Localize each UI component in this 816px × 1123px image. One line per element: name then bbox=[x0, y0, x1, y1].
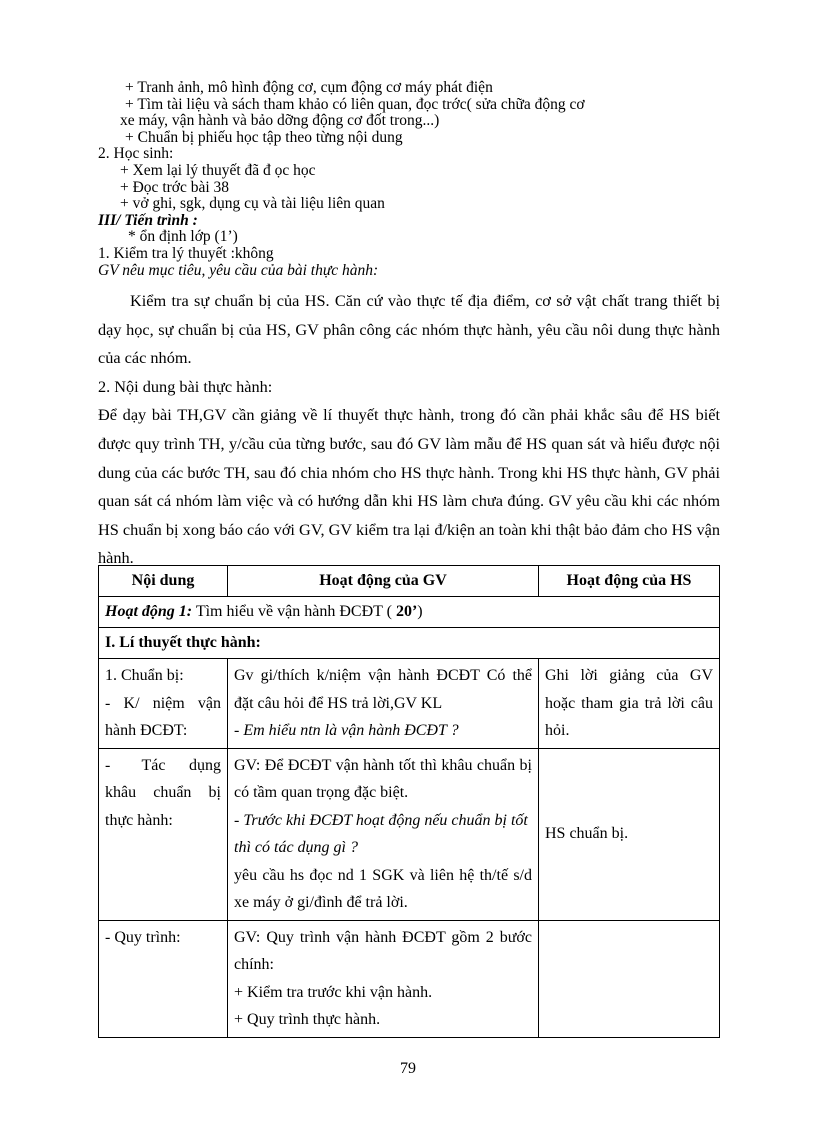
header-notes bbox=[98, 80, 728, 279]
section-heading: III/ Tiến trình : bbox=[98, 211, 198, 229]
cell-text: yêu cầu hs đọc nd 1 SGK và liên hệ th/tế s/d xe máy ở gi/đình để trả lời. bbox=[234, 866, 532, 911]
body-text bbox=[98, 287, 720, 573]
cell-text: GV: Để ĐCĐT vận hành tốt thì khâu chuẩn bị có tầm quan trọng đặc biệt. bbox=[234, 756, 532, 801]
header-cell: Hoạt động của GV bbox=[228, 566, 539, 597]
cell-text: + Kiểm tra trước khi vận hành. bbox=[234, 983, 433, 1001]
paragraph: Kiểm tra sự chuẩn bị của HS. Căn cứ vào thực tế địa điểm, cơ sở vật chất trang thiết bị dạy học, sự chuẩn bị của HS, GV phân công các nhóm thực hành, yêu cầu nôi dung thực hành của các nhóm. bbox=[98, 291, 720, 368]
table-row bbox=[99, 628, 720, 659]
cell-line: - K/ niệm vận bbox=[105, 694, 221, 712]
table-header-row bbox=[99, 566, 720, 597]
cell-line: thực hành: bbox=[105, 811, 173, 829]
cell-text: GV: Quy trình vận hành ĐCĐT gồm 2 bước chính: bbox=[234, 928, 532, 973]
note-line-italic: GV nêu mục tiêu, yêu cầu của bài thực hành: bbox=[98, 261, 379, 279]
header-cell: Nội dung bbox=[99, 566, 228, 597]
paragraph: Để dạy bài TH,GV cần giảng về lí thuyết thực hành, trong đó cần phải khắc sâu để HS biết được quy trình TH, y/cầu của từng bước, sau đó GV làm mẫu để HS quan sát và hiểu được nội dung của các bước TH, sau đó chia nhóm cho HS thực hành. Trong khi HS thực hành, GV phải quan sát cá nhóm làm việc và có hướng dẫn khi HS làm chưa đúng. GV yêu cầu khi các nhóm HS chuẩn bị xong báo cáo với GV, GV kiểm tra lại đ/kiện an toàn khi thật bảo đảm cho HS vận hành. bbox=[98, 405, 720, 568]
table-row bbox=[99, 920, 720, 1037]
gv-cell bbox=[228, 659, 539, 749]
cell-question: - Em hiểu ntn là vận hành ĐCĐT ? bbox=[234, 722, 459, 739]
hs-cell: Ghi lời giảng của GV hoặc tham gia trả lời câu hỏi. bbox=[539, 659, 720, 749]
cell-question: - Trước khi ĐCĐT hoạt động nếu chuẩn bị tốt thì có tác dụng gì ? bbox=[234, 811, 528, 856]
cell-line: hành ĐCĐT: bbox=[105, 722, 188, 739]
activity-text: Tìm hiểu về vận hành ĐCĐT ( bbox=[192, 603, 396, 620]
note-line: xe máy, vận hành và bảo dỡng động cơ đốt trong...) bbox=[120, 112, 440, 130]
content-cell: - Quy trình: bbox=[99, 920, 228, 1037]
paragraph-heading: 2. Nội dung bài thực hành: bbox=[98, 376, 273, 396]
cell-text: + Quy trình thực hành. bbox=[234, 1011, 381, 1028]
section-cell: I. Lí thuyết thực hành: bbox=[99, 628, 720, 659]
content-cell bbox=[99, 659, 228, 749]
activity-close: ) bbox=[417, 603, 423, 620]
table-row bbox=[99, 597, 720, 628]
activity-cell bbox=[99, 597, 720, 628]
note-line: + Tìm tài liệu và sách tham khảo có liên quan, đọc trớc( sửa chữa động cơ bbox=[125, 95, 585, 113]
note-line: + Tranh ảnh, mô hình động cơ, cụm động cơ máy phát điện bbox=[125, 79, 493, 96]
hs-cell: HS chuẩn bị. bbox=[539, 748, 720, 920]
table-row bbox=[99, 748, 720, 920]
note-line: 1. Kiểm tra lý thuyết :không bbox=[98, 244, 274, 262]
note-line: + Xem lại lý thuyết đã đ ọc học bbox=[120, 161, 316, 179]
header-cell: Hoạt động của HS bbox=[539, 566, 720, 597]
note-line: + vở ghi, sgk, dụng cụ và tài liệu liên quan bbox=[120, 195, 385, 213]
activity-table bbox=[98, 565, 720, 1038]
note-line: * ổn định lớp (1’) bbox=[128, 228, 238, 246]
cell-line: - Tác dụng bbox=[105, 756, 221, 774]
activity-label: Hoạt động 1: bbox=[105, 603, 193, 620]
note-line: 2. Học sinh: bbox=[98, 145, 174, 163]
content-cell bbox=[99, 748, 228, 920]
hs-cell bbox=[539, 920, 720, 1037]
page-number: 79 bbox=[400, 1060, 416, 1077]
note-line: + Đọc trớc bài 38 bbox=[120, 178, 230, 196]
gv-cell bbox=[228, 920, 539, 1037]
table-row bbox=[99, 659, 720, 749]
activity-time: 20’ bbox=[395, 603, 418, 620]
cell-line: khâu chuẩn bị bbox=[105, 784, 221, 801]
cell-text: Gv gi/thích k/niệm vận hành ĐCĐT Có thể đặt câu hỏi để HS trả lời,GV KL bbox=[234, 667, 532, 712]
note-line: + Chuẩn bị phiếu học tập theo từng nội dung bbox=[125, 128, 403, 146]
gv-cell bbox=[228, 748, 539, 920]
cell-line: 1. Chuẩn bị: bbox=[105, 667, 184, 684]
